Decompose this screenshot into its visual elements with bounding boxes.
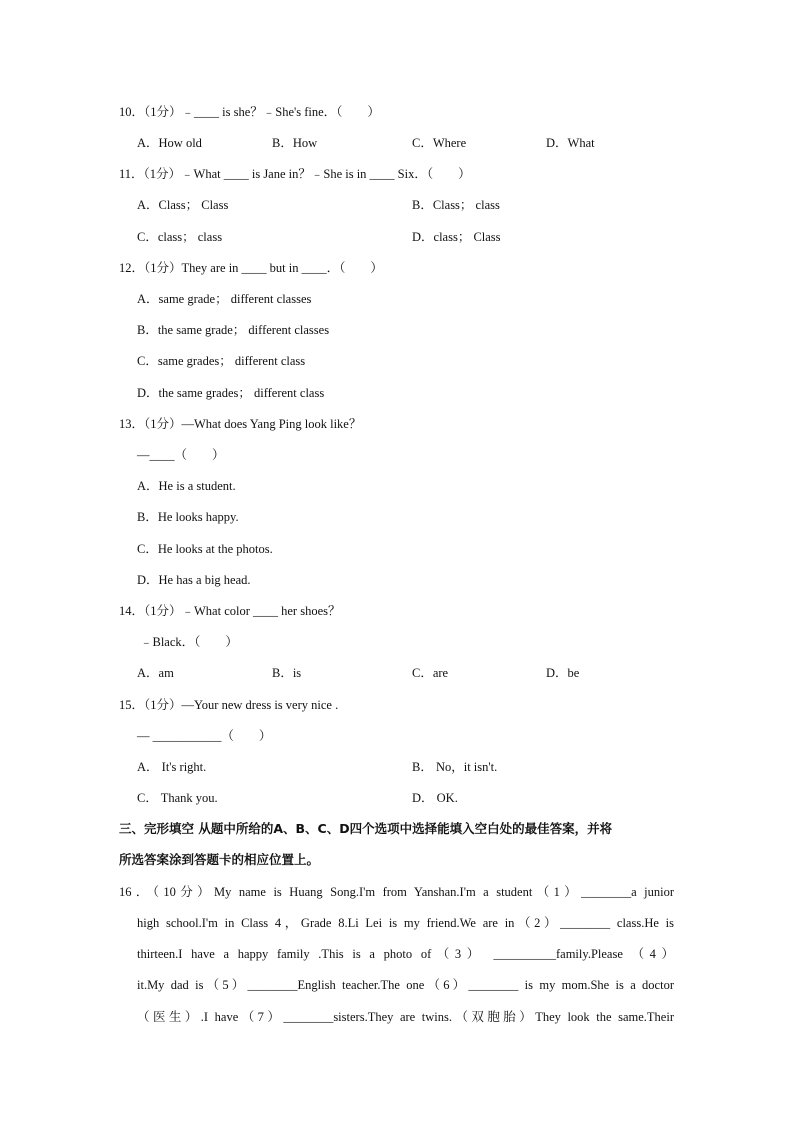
q14-option-a[interactable]: A．am bbox=[137, 666, 174, 680]
q10-option-b[interactable]: B．How bbox=[272, 136, 318, 150]
q11-option-d[interactable]: D．class； Class bbox=[412, 230, 501, 244]
q16-passage-line-2: high school.I'm in Class 4，Grade 8.Li Lei is my friend.We are in（2）________ class.He is bbox=[137, 916, 674, 930]
q13-stem: 13．（1分）—What does Yang Ping look like？ bbox=[119, 417, 362, 431]
q11-stem: 11．（1分）﹣What ____ is Jane in？﹣She is in ____ Six．（ ） bbox=[119, 167, 471, 181]
q15-answer-line: — ___________（ ） bbox=[137, 729, 272, 743]
q16-passage-line-1: 16．（10分）My name is Huang Song.I'm from Yanshan.I'm a student（1）________a junior bbox=[119, 885, 674, 899]
q10-stem: 10．（1分）﹣____ is she？﹣She's fine．（ ） bbox=[119, 105, 380, 119]
q13-option-c[interactable]: C．He looks at the photos. bbox=[137, 542, 273, 556]
q16-passage-line-5: （医生）.I have（7）________sisters.They are twins.（双胞胎）They look the same.Their bbox=[137, 1010, 674, 1024]
q10-option-c[interactable]: C．Where bbox=[412, 136, 467, 150]
q13-option-d[interactable]: D．He has a big head. bbox=[137, 573, 251, 587]
q15-stem: 15．（1分）—Your new dress is very nice . bbox=[119, 698, 339, 712]
q11-option-b[interactable]: B．Class； class bbox=[412, 198, 500, 212]
q10-option-d[interactable]: D．What bbox=[546, 136, 595, 150]
q16-passage-line-3: thirteen.I have a happy family .This is a photo of（3） __________family.Please （4） bbox=[137, 947, 674, 961]
q16-passage-line-4: it.My dad is（5）________English teacher.The one（6）________ is my mom.She is a doctor bbox=[137, 978, 674, 992]
q11-option-a[interactable]: A．Class； Class bbox=[137, 198, 229, 212]
q13-option-b[interactable]: B．He looks happy. bbox=[137, 510, 239, 524]
q15-option-b[interactable]: B． No，it isn't. bbox=[412, 760, 498, 774]
q10-option-a[interactable]: A．How old bbox=[137, 136, 202, 150]
q14-option-d[interactable]: D．be bbox=[546, 666, 580, 680]
q15-option-c[interactable]: C． Thank you. bbox=[137, 791, 218, 805]
q12-option-c[interactable]: C．same grades； different class bbox=[137, 354, 306, 368]
section3-heading-line1: 三、完形填空 从题中所给的A、B、C、D四个选项中选择能填入空白处的最佳答案，并将 bbox=[119, 821, 613, 836]
q12-stem: 12．（1分）They are in ____ but in ____．（ ） bbox=[119, 261, 383, 275]
q14-answer-line: ﹣Black．（ ） bbox=[140, 635, 238, 649]
q14-option-b[interactable]: B．is bbox=[272, 666, 302, 680]
section3-heading-line2: 所选答案涂到答题卡的相应位置上。 bbox=[119, 852, 320, 867]
q13-option-a[interactable]: A．He is a student. bbox=[137, 479, 236, 493]
q15-option-d[interactable]: D． OK. bbox=[412, 791, 458, 805]
q15-option-a[interactable]: A． It's right. bbox=[137, 760, 207, 774]
q12-option-a[interactable]: A．same grade； different classes bbox=[137, 292, 312, 306]
q12-option-b[interactable]: B．the same grade； different classes bbox=[137, 323, 330, 337]
q11-option-c[interactable]: C．class； class bbox=[137, 230, 223, 244]
q14-stem: 14．（1分）﹣What color ____ her shoes？ bbox=[119, 604, 341, 618]
q13-answer-line: —____（ ） bbox=[137, 448, 225, 462]
q12-option-d[interactable]: D．the same grades； different class bbox=[137, 386, 325, 400]
q14-option-c[interactable]: C．are bbox=[412, 666, 449, 680]
